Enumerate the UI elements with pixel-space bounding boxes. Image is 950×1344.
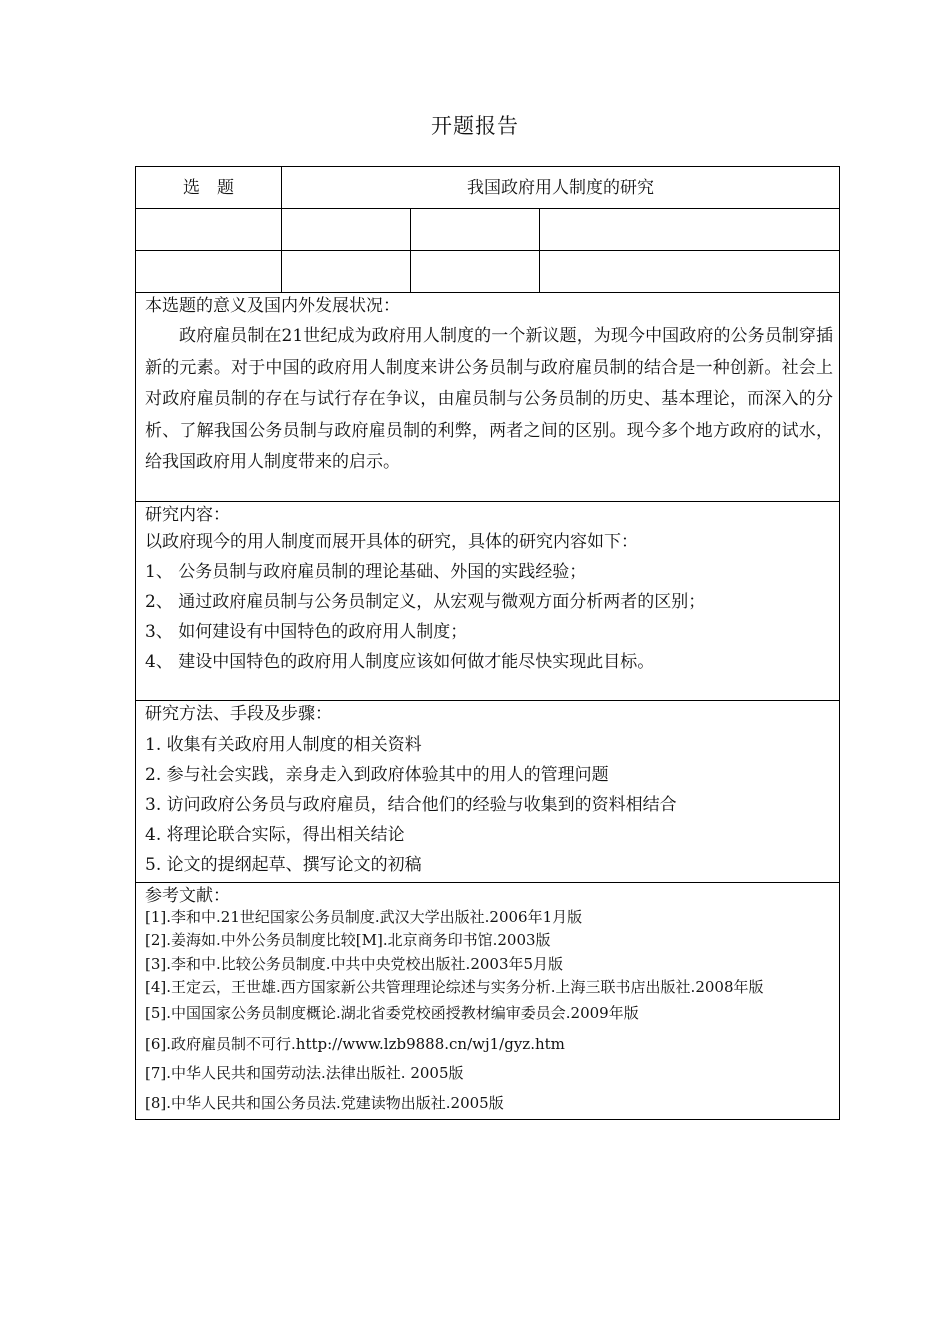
references-heading: 参考文献： <box>145 886 230 906</box>
empty-cell[interactable] <box>540 251 839 292</box>
content-item: 4、 建设中国特色的政府用人制度应该如何做才能尽快实现此目标。 <box>145 652 655 672</box>
empty-cell[interactable] <box>136 251 281 292</box>
content-item: 2、 通过政府雇员制与公务员制定义，从宏观与微观方面分析两者的区别； <box>145 592 706 612</box>
row-divider <box>136 700 839 701</box>
row-divider <box>136 501 839 502</box>
reference-item[interactable]: [6].政府雇员制不可行.http://www.lzb9888.cn/wj1/gyz.htm <box>145 1035 565 1053</box>
method-item: 1. 收集有关政府用人制度的相关资料 <box>145 735 422 755</box>
empty-cell[interactable] <box>540 209 839 250</box>
significance-section <box>145 295 833 479</box>
proposal-table <box>135 166 840 1120</box>
topic-value: 我国政府用人制度的研究 <box>467 178 654 198</box>
empty-cell[interactable] <box>411 251 539 292</box>
method-item: 5. 论文的提纲起草、撰写论文的初稿 <box>145 855 422 875</box>
reference-item: [2].姜海如.中外公务员制度比较[M].北京商务印书馆.2003版 <box>145 931 551 949</box>
content-section <box>145 504 833 677</box>
reference-item: [1].李和中.21世纪国家公务员制度.武汉大学出版社.2006年1月版 <box>145 908 583 926</box>
reference-item: [3].李和中.比较公务员制度.中共中央党校出版社.2003年5月版 <box>145 955 564 973</box>
content-item: 3、 如何建设有中国特色的政府用人制度； <box>145 622 468 642</box>
methods-heading: 研究方法、手段及步骤： <box>145 704 332 724</box>
row-divider <box>136 292 839 293</box>
empty-cell[interactable] <box>282 251 410 292</box>
content-heading: 研究内容： <box>145 505 230 525</box>
significance-heading: 本选题的意义及国内外发展状况： <box>145 296 400 316</box>
method-item: 4. 将理论联合实际，得出相关结论 <box>145 825 405 845</box>
method-item: 2. 参与社会实践，亲身走入到政府体验其中的用人的管理问题 <box>145 765 609 785</box>
reference-item: [8].中华人民共和国公务员法.党建读物出版社.2005版 <box>145 1094 504 1112</box>
reference-item: [4].王定云，王世雄.西方国家新公共管理理论综述与实务分析.上海三联书店出版社.2008年版 <box>145 978 764 996</box>
method-item: 3. 访问政府公务员与政府雇员，结合他们的经验与收集到的资料相结合 <box>145 795 677 815</box>
empty-cell[interactable] <box>136 209 281 250</box>
empty-cell[interactable] <box>282 209 410 250</box>
reference-item: [5].中国国家公务员制度概论.湖北省委党校函授教材编审委员会.2009年版 <box>145 1004 639 1022</box>
page-title: 开题报告 <box>431 114 519 138</box>
content-intro: 以政府现今的用人制度而展开具体的研究，具体的研究内容如下： <box>145 532 638 552</box>
row-divider <box>136 882 839 883</box>
empty-cell[interactable] <box>411 209 539 250</box>
significance-paragraph: 政府雇员制在21世纪成为政府用人制度的一个新议题，为现今中国政府的公务员制穿插新的元素。对于中国的政府用人制度来讲公务员制与政府雇员制的结合是一种创新。社会上对政府雇员制的存在与试行存在争议，由雇员制与公务员制的历史、基本理论，而深入的分析、了解我国公务员制与政府雇员制的利弊，两者之间的区别。现今多个地方政府的试水，给我国政府用人制度带来的启示。 <box>145 326 833 472</box>
reference-item: [7].中华人民共和国劳动法.法律出版社. 2005版 <box>145 1064 464 1082</box>
methods-section <box>145 703 833 880</box>
topic-label: 选 题 <box>183 178 234 198</box>
content-item: 1、 公务员制与政府雇员制的理论基础、外国的实践经验； <box>145 562 587 582</box>
